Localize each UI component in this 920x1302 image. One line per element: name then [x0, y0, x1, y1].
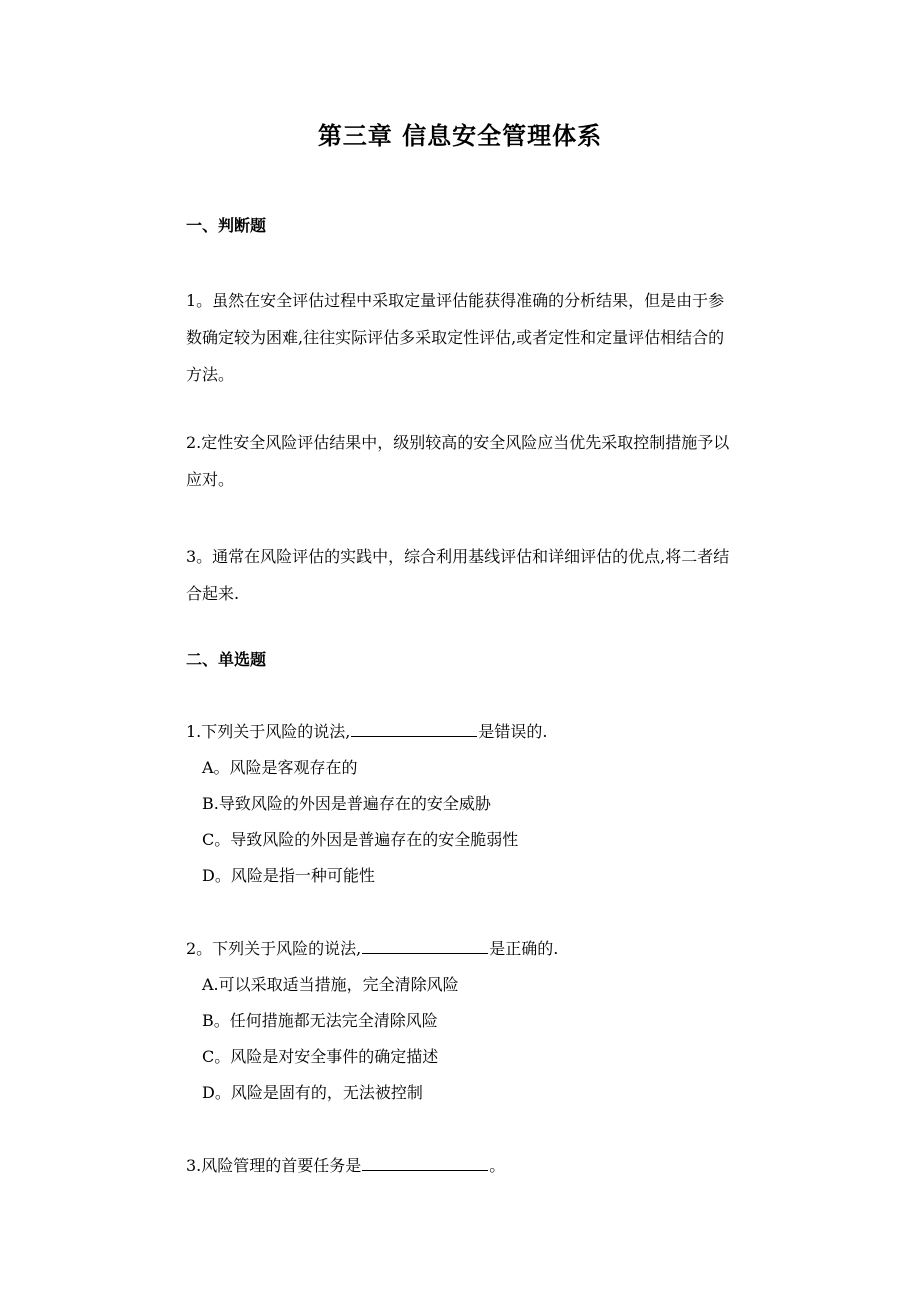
question-stem-start: 1.下列关于风险的说法,	[186, 722, 351, 741]
section-heading-single-choice: 二、单选题	[186, 650, 267, 669]
option-c: C。导致风险的外因是普遍存在的安全脆弱性	[202, 830, 519, 849]
question-stem-start: 2。下列关于风险的说法,	[186, 939, 362, 958]
document-title: 第三章 信息安全管理体系	[317, 121, 603, 150]
option-a: A。风险是客观存在的	[202, 758, 358, 777]
question-stem-start: 3.风险管理的首要任务是	[186, 1156, 362, 1175]
option-d: D。风险是固有的，无法被控制	[202, 1083, 423, 1102]
single-choice-question-2	[186, 937, 738, 961]
question-stem-end: 是正确的.	[489, 939, 559, 958]
option-d: D。风险是指一种可能性	[202, 866, 375, 885]
section-heading-true-false: 一、判断题	[186, 216, 267, 235]
option-b: B.导致风险的外因是普遍存在的安全威胁	[202, 794, 491, 813]
single-choice-question-1	[186, 720, 738, 744]
question-stem-end: 。	[489, 1156, 506, 1175]
single-choice-question-3	[186, 1154, 738, 1178]
true-false-question-1: 1。虽然在安全评估过程中采取定量评估能获得准确的分析结果，但是由于参数确定较为困难,往往实际评估多采取定性评估,或者定性和定量评估相结合的方法。	[186, 291, 725, 384]
option-b: B。任何措施都无法完全清除风险	[202, 1011, 438, 1030]
option-a: A.可以采取适当措施，完全清除风险	[202, 975, 459, 994]
true-false-question-2: 2.定性安全风险评估结果中，级别较高的安全风险应当优先采取控制措施予以应对。	[186, 433, 730, 489]
answer-blank	[362, 937, 488, 954]
question-stem-end: 是错误的.	[478, 722, 548, 741]
answer-blank	[351, 720, 477, 737]
true-false-question-3: 3。通常在风险评估的实践中，综合利用基线评估和详细评估的优点,将二者结合起来.	[186, 547, 730, 603]
option-c: C。风险是对安全事件的确定描述	[202, 1047, 439, 1066]
answer-blank	[362, 1154, 488, 1171]
